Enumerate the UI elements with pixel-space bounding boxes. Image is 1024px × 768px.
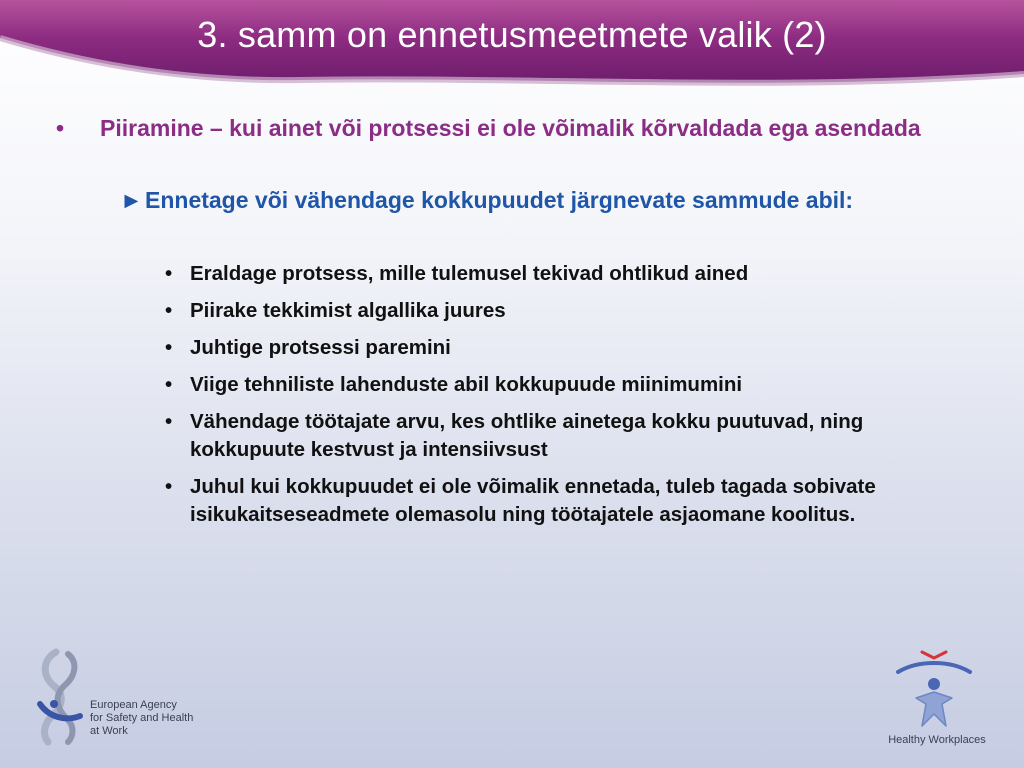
main-bullet-text: Piiramine – kui ainet või protsessi ei ole võimalik kõrvaldada ega asendada — [100, 115, 921, 141]
bullet-marker: • — [165, 262, 173, 285]
eu-osha-logo-icon — [40, 652, 80, 742]
bullet-marker: • — [56, 115, 65, 141]
bullet-marker: • — [165, 475, 173, 498]
measures-list — [165, 260, 965, 538]
bullet-marker: • — [165, 299, 173, 322]
healthy-workplaces-figure-icon — [898, 652, 970, 726]
bullet-marker: • — [165, 373, 173, 396]
list-item-text: Vähendage töötajate arvu, kes ohtlike ainetega kokku puutuvad, ning kokkupuute kestvust ja intensiivsust — [190, 410, 864, 461]
eu-osha-line3: at Work — [90, 725, 128, 737]
list-item — [165, 408, 965, 464]
list-item — [165, 260, 965, 288]
list-item-text: Eraldage protsess, mille tulemusel tekivad ohtlikud ained — [190, 262, 749, 285]
main-bullet — [56, 113, 936, 144]
arrow-icon: ► — [120, 187, 143, 213]
healthy-workplaces-logo — [872, 646, 1002, 750]
list-item — [165, 297, 965, 325]
list-item — [165, 334, 965, 362]
list-item — [165, 371, 965, 399]
eu-osha-line2: for Safety and Health — [90, 712, 194, 724]
sub-point — [120, 185, 970, 216]
slide-title: 3. samm on ennetusmeetmete valik (2) — [197, 14, 827, 55]
list-item-text: Viige tehniliste lahenduste abil kokkupuude miinimumini — [190, 373, 743, 396]
list-item-text: Juhul kui kokkupuudet ei ole võimalik ennetada, tuleb tagada sobivate isikukaitseseadmete olemasolu ning töötajatele asjaomane koolitus. — [190, 475, 876, 526]
list-item — [165, 473, 965, 529]
list-item-text: Juhtige protsessi paremini — [190, 336, 451, 359]
eu-osha-logo — [34, 646, 204, 746]
list-item-text: Piirake tekkimist algallika juures — [190, 299, 506, 322]
bullet-marker: • — [165, 410, 173, 433]
eu-osha-line1: European Agency — [90, 699, 177, 711]
sub-point-text: Ennetage või vähendage kokkupuudet järgnevate sammude abil: — [145, 187, 854, 213]
healthy-workplaces-label: Healthy Workplaces — [888, 734, 986, 746]
bullet-marker: • — [165, 336, 173, 359]
